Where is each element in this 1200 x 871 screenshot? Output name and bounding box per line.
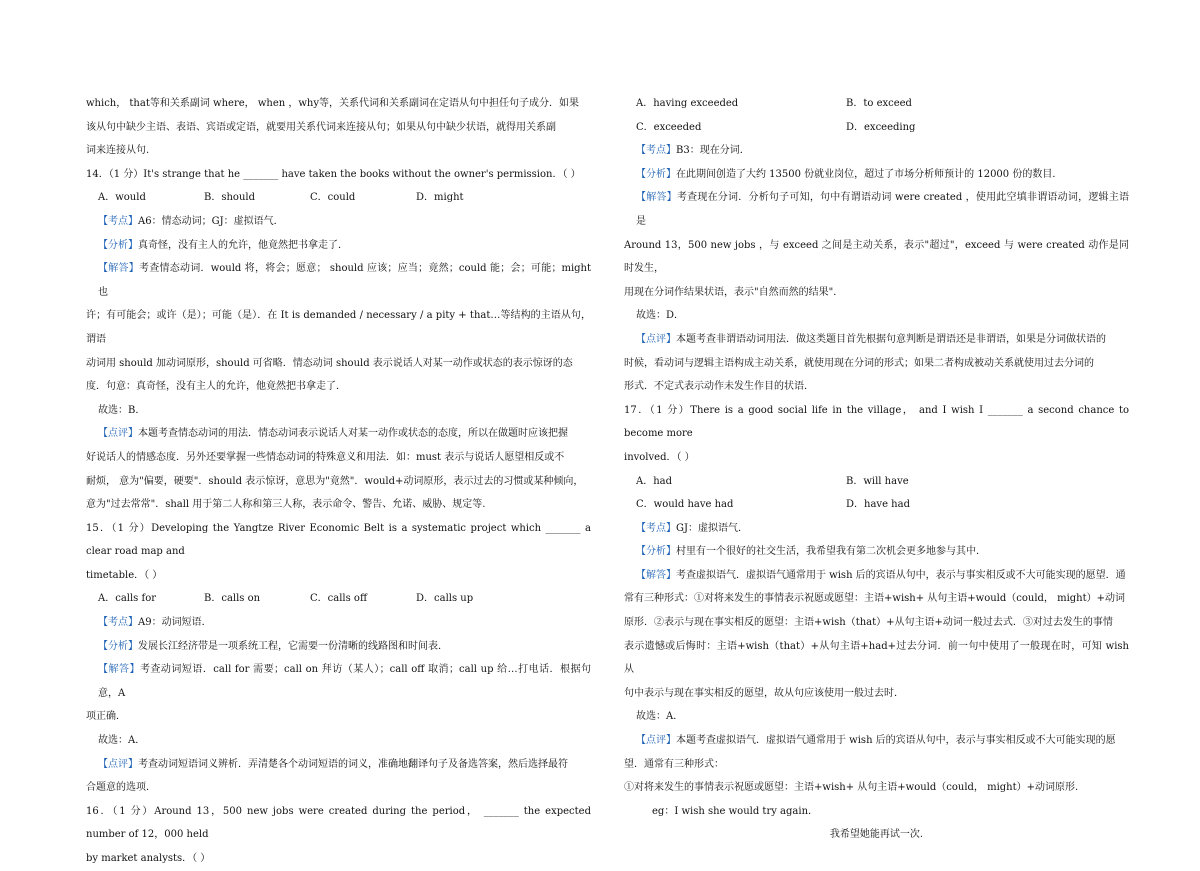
- paragraph-text: B3：现在分词．: [676, 145, 750, 157]
- question-stem: 17．（1 分）There is a good social life in the village， and I wish I _______ a second chance to become more: [624, 404, 1129, 440]
- text-line: 用现在分词作结果状语，表示"自然而然的结果"．: [624, 286, 844, 298]
- paragraph-text: 村里有一个很好的社交生活，我希望我有第二次机会更多地参与其中．: [676, 546, 986, 558]
- text-line: 好说话人的情感态度．另外还要掌握一些情态动词的特殊意义和用法．如：must 表示与说话人愿望相反或不: [86, 451, 565, 463]
- section-tag: 【分析】: [636, 546, 676, 558]
- paragraph-text: 本题考查非谓语动词用法．做这类题目首先根据句意判断是谓语还是非谓语，如果是分词做状语的: [676, 333, 1106, 345]
- answer-option: B．calls on: [204, 593, 261, 605]
- answer-options: [624, 92, 1129, 116]
- text-line: 望．通常有三种形式：: [624, 758, 724, 770]
- paragraph-text: A9：动词短语．: [138, 617, 212, 629]
- section-tag: 【解答】: [636, 569, 676, 581]
- analysis-paragraph: [86, 234, 591, 258]
- section-tag: 【考点】: [98, 215, 138, 227]
- paragraph-text: 考查动词短语词义辨析．弄清楚各个动词短语的词义，准确地翻译句子及备选答案，然后选择最符: [138, 758, 568, 770]
- paragraph-text: 真奇怪，没有主人的允许，他竟然把书拿走了．: [138, 239, 348, 251]
- analysis-paragraph: [86, 422, 591, 446]
- analysis-paragraph: [624, 540, 1129, 564]
- question-stem: 16．（1 分）Around 13，500 new jobs were created during the period， _______ the expected number of 12，000 held: [86, 805, 591, 841]
- text-line: 项正确．: [86, 711, 126, 723]
- answer-option: D．exceeding: [846, 121, 916, 133]
- answer-option: B．will have: [846, 475, 909, 487]
- answer-option: B．to exceed: [846, 98, 912, 109]
- text-line: timetable．（ ）: [86, 569, 163, 581]
- text-line: Around 13，500 new jobs ，与 exceed 之间是主动关系，表示"超过"，exceed 与 were created 动作是同时发生，: [624, 239, 1129, 275]
- paragraph-text: 考查情态动词．would 将，将会；愿意； should 应该；应当；竟然；could 能；会；可能；might 也: [98, 263, 592, 298]
- text-line: involved．（ ）: [624, 451, 695, 463]
- text-line: 动词用 should 加动词原形，should 可省略．情态动词 should 表示说话人对某一动作或状态的表示惊讶的态: [86, 357, 573, 369]
- text-line: 常有三种形式：①对将来发生的事情表示祝愿或愿望：主语+wish+ 从句主语+would（could， might）+动词: [624, 593, 1126, 605]
- analysis-paragraph: [86, 257, 591, 304]
- text-line: 我希望她能再试一次.: [829, 829, 924, 841]
- paragraph-text: 发展长江经济带是一项系统工程，它需要一份清晰的线路图和时间表．: [138, 640, 448, 652]
- text-line: 该从句中缺少主语、表语、宾语或定语，就要用关系代词来连接从句；如果从句中缺少状语，就得用关系副: [86, 121, 556, 133]
- text-line: 度．句意：真奇怪，没有主人的允许，他竟然把书拿走了．: [86, 381, 346, 393]
- analysis-paragraph: [86, 753, 591, 777]
- answer-option: A．having exceeded: [636, 98, 739, 109]
- paragraph-text: 考查虚拟语气．虚拟语气通常用于 wish 后的宾语从句中，表示与事实相反或不大可能实现的愿望．通: [676, 569, 1126, 581]
- answer-options: [624, 116, 1129, 140]
- section-tag: 【考点】: [636, 145, 676, 157]
- left-column: [86, 92, 591, 871]
- analysis-paragraph: [624, 186, 1129, 233]
- analysis-paragraph: [86, 658, 591, 705]
- text-line: 故选：D．: [636, 310, 685, 322]
- right-column: [624, 92, 1129, 847]
- analysis-paragraph: [624, 729, 1129, 753]
- analysis-paragraph: [86, 210, 591, 234]
- answer-option: A．calls for: [98, 593, 156, 605]
- paragraph-text: 在此期间创造了大约 13500 份就业岗位，超过了市场分析师预计的 12000 份的数目．: [676, 168, 1063, 180]
- section-tag: 【点评】: [636, 333, 676, 345]
- section-tag: 【分析】: [636, 168, 676, 180]
- analysis-paragraph: [86, 611, 591, 635]
- answer-option: A．would: [98, 192, 146, 204]
- analysis-paragraph: [624, 564, 1129, 588]
- analysis-paragraph: [624, 328, 1129, 352]
- paragraph-text: 本题考查情态动词的用法．情态动词表示说话人对某一动作或状态的态度，所以在做题时应该把握: [138, 428, 568, 440]
- section-tag: 【解答】: [98, 664, 140, 676]
- text-line: 句中表示与现在事实相反的愿望，故从句应该使用一般过去时．: [624, 687, 904, 699]
- section-tag: 【考点】: [98, 617, 138, 629]
- answer-option: C．exceeded: [636, 121, 702, 133]
- answer-options: [86, 587, 591, 611]
- analysis-paragraph: [624, 139, 1129, 163]
- text-line: 故选：B．: [98, 404, 146, 416]
- text-line: 耐烦， 意为"偏要，硬要"．should 表示惊讶，意思为"竟然"．would+动词原形，表示过去的习惯或某种倾向，: [86, 475, 584, 487]
- answer-option: C．could: [310, 192, 356, 204]
- analysis-paragraph: [86, 635, 591, 659]
- section-tag: 【解答】: [636, 192, 677, 204]
- answer-option: A．had: [636, 475, 673, 487]
- answer-option: D．calls up: [416, 593, 474, 605]
- section-tag: 【分析】: [98, 640, 138, 652]
- answer-option: C．calls off: [310, 593, 368, 605]
- question-stem: 15．（1 分）Developing the Yangtze River Economic Belt is a systematic project which _______ a clear road map and: [86, 522, 591, 558]
- text-line: 故选：A．: [636, 711, 684, 723]
- text-line: ①对将来发生的事情表示祝愿或愿望：主语+wish+ 从句主语+would（could， might）+动词原形.: [624, 782, 1079, 794]
- text-line: eg：I wish she would try again．: [652, 805, 819, 817]
- text-line: 形式．不定式表示动作未发生作目的状语．: [624, 381, 814, 393]
- paragraph-text: 本题考查虚拟语气．虚拟语气通常用于 wish 后的宾语从句中，表示与事实相反或不大可能实现的愿: [676, 735, 1116, 747]
- text-line: by market analysts．（ ）: [86, 853, 211, 864]
- section-tag: 【分析】: [98, 239, 138, 251]
- paragraph-text: GJ：虚拟语气．: [676, 522, 748, 534]
- text-line: 许；有可能会；或许（是）；可能（是）．在 It is demanded / necessary / a pity + that…等结构的主语从句，谓语: [86, 310, 591, 345]
- paragraph-text: 考查现在分词．分析句子可知，句中有谓语动词 were created ，使用此空填非谓语动词，逻辑主语是: [636, 192, 1130, 227]
- text-line: 表示遗憾或后悔时：主语+wish（that）+从句主语+had+过去分词．前一句中使用了一般现在时，可知 wish 从: [624, 640, 1129, 676]
- analysis-paragraph: [624, 517, 1129, 541]
- answer-options: [624, 470, 1129, 494]
- answer-option: D．have had: [846, 499, 910, 511]
- answer-option: D．might: [416, 192, 464, 204]
- section-tag: 【点评】: [636, 735, 676, 747]
- section-tag: 【解答】: [98, 263, 139, 275]
- text-line: 时候，看动词与逻辑主语构成主动关系，就使用现在分词的形式；如果二者构成被动关系就使用过去分词的: [624, 357, 1094, 369]
- answer-options: [624, 493, 1129, 517]
- paragraph-text: A6：情态动词；GJ：虚拟语气．: [138, 215, 284, 227]
- answer-option: C．would have had: [636, 499, 734, 511]
- paragraph-text: 考查动词短语．call for 需要；call on 拜访（某人）；call off 取消；call up 给…打电话．根据句意，A: [98, 664, 592, 699]
- analysis-paragraph: [624, 163, 1129, 187]
- question-stem: 14．（1 分）It's strange that he _______ have taken the books without the owner's permission．（ ）: [86, 168, 581, 180]
- text-line: 原形．②表示与现在事实相反的愿望：主语+wish（that）+从句主语+动词一般过去式．③对过去发生的事情: [624, 617, 1113, 629]
- section-tag: 【点评】: [98, 428, 138, 440]
- answer-option: B．should: [204, 192, 255, 204]
- section-tag: 【点评】: [98, 758, 138, 770]
- text-line: 故选：A．: [98, 735, 146, 747]
- text-line: 词来连接从句.: [86, 145, 150, 157]
- section-tag: 【考点】: [636, 522, 676, 534]
- answer-options: [86, 186, 591, 210]
- text-line: 意为"过去常常"．shall 用于第二人称和第三人称，表示命令、警告、允诺、威胁、规定等.: [86, 499, 486, 511]
- text-line: 合题意的选项．: [86, 782, 156, 794]
- text-line: which， that等和关系副词 where， when ，why等，关系代词和关系副词在定语从句中担任句子成分．如果: [86, 98, 580, 109]
